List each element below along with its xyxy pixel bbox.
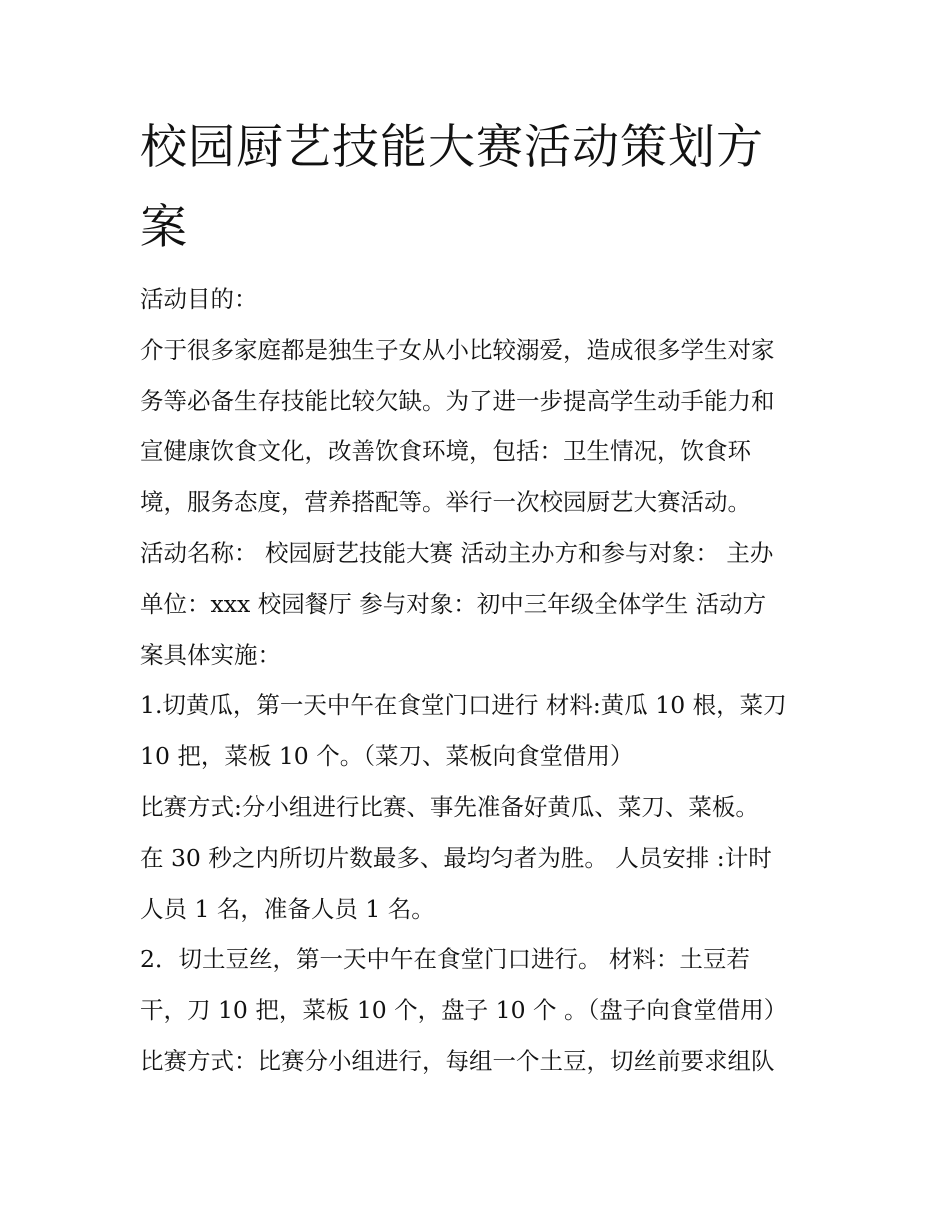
body-line: 10 把，菜板 10 个。（菜刀、菜板向食堂借用） <box>140 742 634 771</box>
body-line: 案具体实施： <box>140 640 281 669</box>
body-line: 人员 1 名，准备人员 1 名。 <box>140 894 435 923</box>
body-line: 1.切黄瓜，第一天中午在食堂门口进行 材料:黄瓜 10 根，菜刀 <box>140 691 787 720</box>
body-line: 干，刀 10 把，菜板 10 个，盘子 10 个 。（盘子向食堂借用） <box>140 996 788 1025</box>
body-line: 活动名称： 校园厨艺技能大赛 活动主办方和参与对象： 主办 <box>140 538 774 567</box>
document-page <box>140 108 820 1087</box>
body-line: 比赛方式：比赛分小组进行，每组一个土豆，切丝前要求组队 <box>140 1046 775 1075</box>
body-line: 单位：xxx 校园餐厅 参与对象：初中三年级全体学生 活动方 <box>140 589 767 618</box>
document-title <box>140 108 820 268</box>
body-line: 介于很多家庭都是独生子女从小比较溺爱，造成很多学生对家 <box>140 335 775 364</box>
body-line: 境，服务态度，营养搭配等。举行一次校园厨艺大赛活动。 <box>140 488 751 517</box>
section-heading-purpose: 活动目的： <box>140 285 258 313</box>
body-line: 2．切土豆丝，第一天中午在食堂门口进行。 材料：土豆若 <box>140 945 750 974</box>
document-body <box>140 274 820 1087</box>
body-line: 比赛方式:分小组进行比赛、事先准备好黄瓜、菜刀、菜板。 <box>140 792 759 821</box>
body-line: 务等必备生存技能比较欠缺。为了进一步提高学生动手能力和 <box>140 386 775 415</box>
title-line: 案 <box>140 200 188 255</box>
body-line: 宣健康饮食文化，改善饮食环境，包括：卫生情况，饮食环 <box>140 437 751 466</box>
title-line: 校园厨艺技能大赛活动策划方 <box>140 120 764 175</box>
body-line: 在 30 秒之内所切片数最多、最均匀者为胜。 人员安排 :计时 <box>140 843 772 872</box>
